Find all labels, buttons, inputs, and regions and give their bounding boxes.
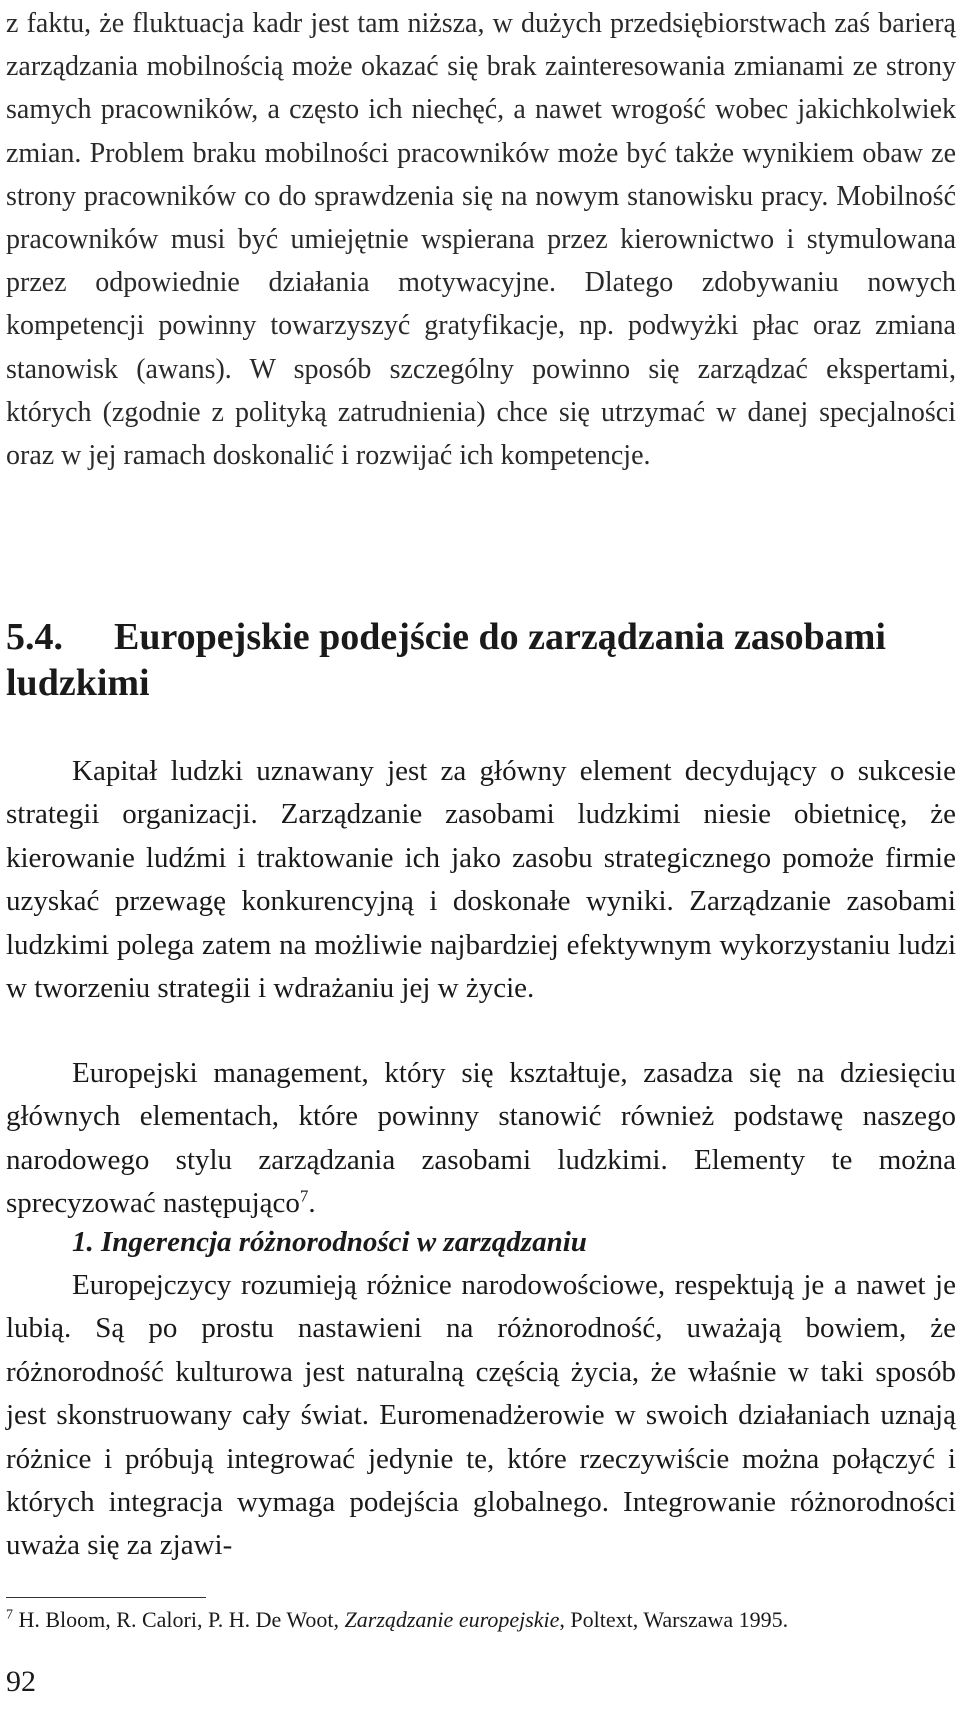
section-number: 5.4. (6, 616, 63, 658)
section-heading (6, 614, 956, 706)
footnote-publisher: , Poltext, Warszawa 1995. (559, 1607, 789, 1632)
paragraph-european-end: . (308, 1187, 316, 1220)
footnote (6, 1605, 956, 1635)
footnote-authors: H. Bloom, R. Calori, P. H. De Woot, (18, 1607, 345, 1632)
section-title: Europejskie podejście do zarządzania zasobami ludzkimi (6, 616, 886, 704)
footnote-mark: 7 (6, 1607, 13, 1623)
footnote-separator (6, 1597, 206, 1598)
paragraph-diversity: Europejczycy rozumieją różnice narodowościowe, respektują je a nawet je lubią. Są po prostu nastawieni na różnorodność, uważają bowiem, że różnorodność kulturowa jest naturalną częścią życia, że właśnie w taki sposób jest skonstruowany cały świat. Euromenadżerowie w swoich działaniach uznają różnice i próbują integrować jedynie te, które rzeczywiście można połączyć i których integracja wymaga podejścia globalnego. Integrowanie różnorodności uważa się za zjawi- (6, 1269, 956, 1562)
paragraph-mobility: z faktu, że fluktuacja kadr jest tam niższa, w dużych przedsiębiorstwach zaś barierą zarządzania mobilnością może okazać się brak zainteresowania zmianami ze strony samych pracowników, a często ich niechęć, a nawet wrogość wobec jakichkolwiek zmian. Problem braku mobilności pracowników może być także wynikiem obaw ze strony pracowników co do sprawdzenia się na nowym stanowisku pracy. Mobilność pracowników musi być umiejętnie wspierana przez kierownictwo i stymulowana przez odpowiednie działania motywacyjne. Dlatego zdobywaniu nowych kompetencji powinny towarzyszyć gratyfikacje, np. podwyżki płac oraz zmiana stanowisk (awans). W sposób szczególny powinno się zarządzać ekspertami, których (zgodnie z polityką zatrudnienia) chce się utrzymać w danej specjalności oraz w jej ramach doskonalić i rozwijać ich kompetencje. (6, 8, 956, 472)
footnote-reference[interactable]: 7 (299, 1186, 309, 1206)
page-number: 92 (6, 1665, 36, 1698)
paragraph-european-text: Europejski management, który się kształtuje, zasadza się na dziesięciu głównych elementach, które powinny stanowić również podstawę naszego narodowego stylu zarządzania zasobami ludzkimi. Elementy te można sprecyzować następująco (6, 1057, 956, 1220)
footnote-title: Zarządzanie europejskie (344, 1607, 560, 1632)
paragraph-european-management (6, 1052, 956, 1226)
paragraph-human-capital: Kapitał ludzki uznawany jest za główny element decydujący o sukcesie strategii organizacji. Zarządzanie zasobami ludzkimi niesie obietnicę, że kierowanie ludźmi i traktowanie ich jako zasobu strategicznego pomoże firmie uzyskać przewagę konkurencyjną i doskonałe wyniki. Zarządzanie zasobami ludzkimi polega zatem na możliwie najbardziej efektywnym wykorzystaniu ludzi w tworzeniu strategii i wdrażaniu jej w życie. (6, 755, 956, 1005)
list-item-heading: 1. Ingerencja różnorodności w zarządzaniu (72, 1226, 587, 1258)
